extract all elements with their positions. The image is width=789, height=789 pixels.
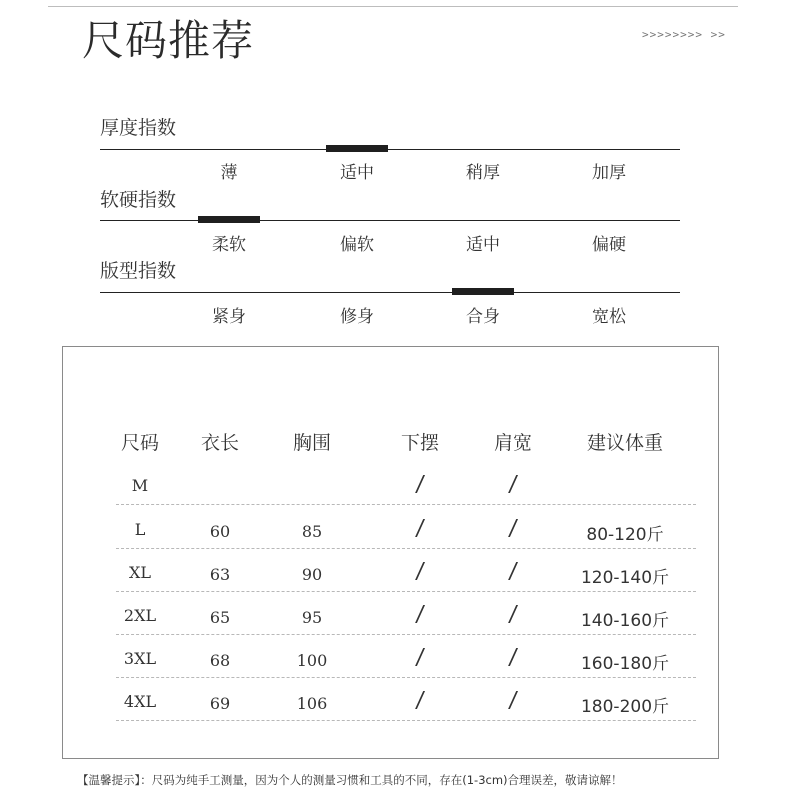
index-option: 修身	[340, 307, 374, 327]
table-cell-length: 68	[209, 651, 231, 670]
index-option: 加厚	[592, 163, 626, 183]
index-scale-line	[100, 149, 680, 150]
index-option: 薄	[220, 163, 238, 183]
index-scale-line	[100, 220, 680, 221]
slash-placeholder: /	[414, 688, 426, 713]
slash-placeholder: /	[507, 688, 519, 713]
table-cell-size: 4XL	[123, 692, 157, 711]
table-header-cell: 建议体重	[586, 432, 664, 454]
index-label: 版型指数	[100, 260, 177, 282]
table-cell-length: 60	[209, 522, 231, 541]
index-option: 柔软	[212, 235, 246, 255]
table-header-cell: 衣长	[200, 432, 240, 454]
index-option: 偏软	[340, 235, 374, 255]
slash-placeholder: /	[414, 516, 426, 541]
table-cell-length: 63	[209, 565, 231, 584]
table-cell-weight: 140-160斤	[580, 611, 670, 631]
index-option: 适中	[466, 235, 500, 255]
index-scale-line	[100, 292, 680, 293]
table-header-cell: 下摆	[400, 432, 440, 454]
table-cell-chest: 106	[296, 694, 328, 713]
top-divider	[48, 6, 738, 7]
table-cell-chest: 95	[301, 608, 323, 627]
table-header-cell: 尺码	[120, 432, 160, 454]
slash-placeholder: /	[414, 602, 426, 627]
measurement-note: 【温馨提示】：尺码为纯手工测量，因为个人的测量习惯和工具的不同，存在(1-3cm)合理误差，敬请谅解！	[77, 773, 623, 787]
slash-placeholder: /	[507, 645, 519, 670]
slash-placeholder: /	[507, 516, 519, 541]
index-option: 宽松	[592, 307, 626, 327]
table-cell-chest: 100	[296, 651, 328, 670]
row-separator	[116, 634, 696, 635]
index-label: 厚度指数	[100, 117, 177, 139]
table-cell-size: XL	[128, 563, 152, 582]
table-cell-chest: 85	[301, 522, 323, 541]
index-label: 软硬指数	[100, 189, 177, 211]
slash-placeholder: /	[507, 472, 519, 497]
table-cell-length: 65	[209, 608, 231, 627]
index-option: 偏硬	[592, 235, 626, 255]
page-title: 尺码推荐	[82, 16, 255, 65]
index-option: 紧身	[212, 307, 246, 327]
table-cell-weight: 160-180斤	[580, 654, 670, 674]
index-option: 适中	[340, 163, 374, 183]
slash-placeholder: /	[414, 559, 426, 584]
table-cell-length: 69	[209, 694, 231, 713]
slash-placeholder: /	[507, 559, 519, 584]
table-cell-size: 2XL	[123, 606, 157, 625]
table-cell-weight: 120-140斤	[580, 568, 670, 588]
table-header-cell: 肩宽	[493, 432, 533, 454]
row-separator	[116, 720, 696, 721]
index-selected-marker	[198, 216, 260, 223]
index-option: 稍厚	[466, 163, 500, 183]
table-cell-size: 3XL	[123, 649, 157, 668]
index-option: 合身	[466, 307, 500, 327]
table-cell-chest: 90	[301, 565, 323, 584]
table-cell-weight: 180-200斤	[580, 697, 670, 717]
row-separator	[116, 504, 696, 505]
index-selected-marker	[452, 288, 514, 295]
table-cell-size: M	[131, 476, 149, 495]
row-separator	[116, 548, 696, 549]
row-separator	[116, 677, 696, 678]
slash-placeholder: /	[507, 602, 519, 627]
slash-placeholder: /	[414, 645, 426, 670]
table-header-cell: 胸围	[292, 432, 332, 454]
chevron-decoration: >>>>>>>> >>	[642, 28, 726, 41]
row-separator	[116, 591, 696, 592]
table-cell-weight: 80-120斤	[586, 525, 664, 545]
index-selected-marker	[326, 145, 388, 152]
table-cell-size: L	[134, 520, 146, 539]
slash-placeholder: /	[414, 472, 426, 497]
